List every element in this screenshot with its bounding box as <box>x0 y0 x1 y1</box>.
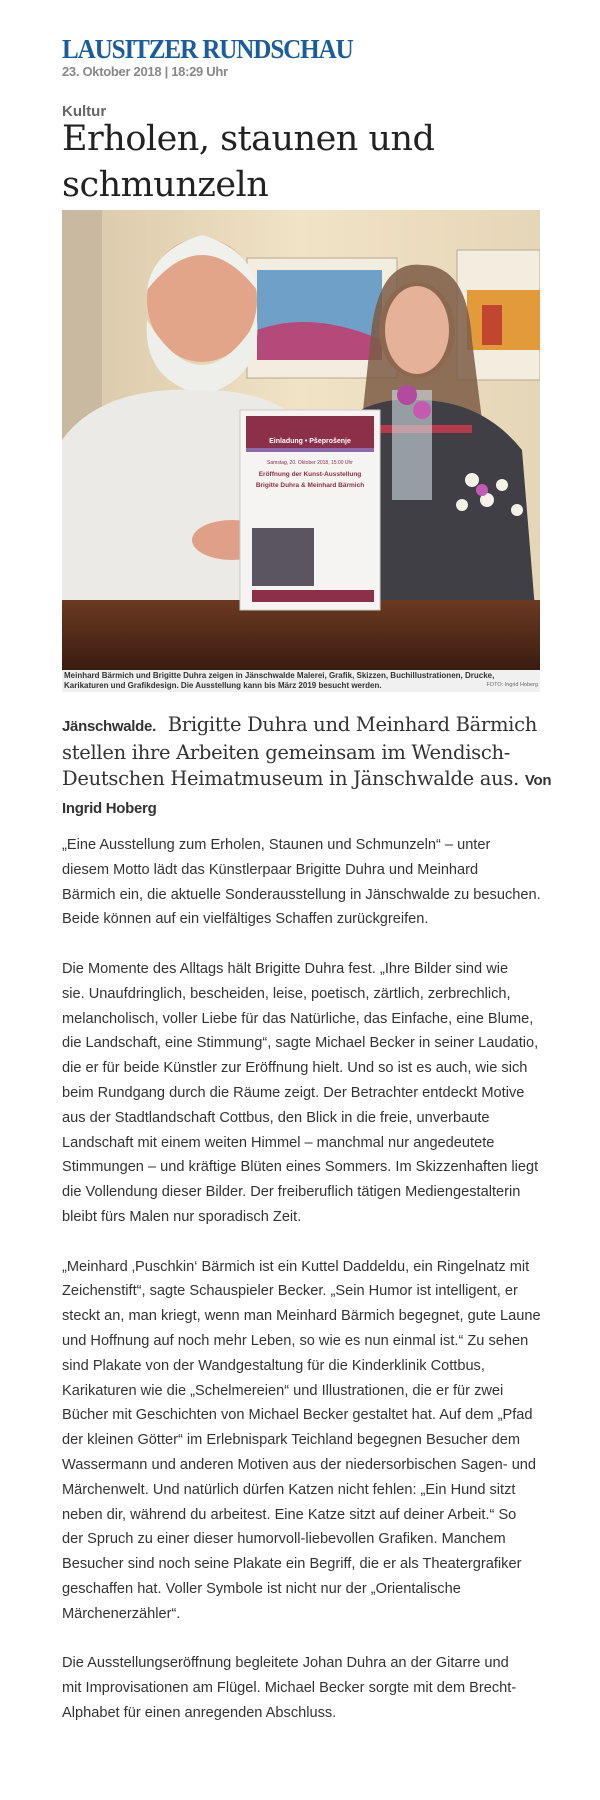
article-lede <box>62 712 551 822</box>
body-line: der kleinen Götter“ im Erlebnispark Teichland begegnen Besucher dem <box>62 1432 521 1449</box>
photo-caption <box>62 670 540 692</box>
body-line: Die Momente des Alltags hält Brigitte Duhra fest. „Ihre Bilder sind wie <box>62 960 509 977</box>
photo-credit: FOTO: Ingrid Hoberg <box>486 682 538 688</box>
body-line: sie. Unaufdringlich, bescheiden, leise, poetisch, zärtlich, zerbrechlich, <box>62 985 511 1002</box>
poster-text: Eröffnung der Kunst-Ausstellung <box>258 471 362 478</box>
body-line: Stimmungen – und kräftige Blüten eines Sommers. Im Skizzenhaften liegt <box>62 1159 539 1176</box>
body-line: die Landschaft, eine Stimmung“, sagte Michael Becker in seiner Laudatio, <box>62 1035 539 1052</box>
body-line: „Meinhard ‚Puschkin‘ Bärmich ist ein Kuttel Daddeldu, ein Ringelnatz mit <box>62 1258 530 1275</box>
body-paragraph <box>62 1651 541 1725</box>
body-line: sind Plakate von der Wandgestaltung für die Kinderklinik Cottbus, <box>62 1357 485 1374</box>
body-line: melancholisch, voller Liebe für das Natürliche, das Einfache, eine Blume, <box>62 1010 534 1027</box>
body-line: Karikaturen wie die „Schelmereien“ und Illustrationen, die er für zwei <box>62 1382 504 1399</box>
body-line: diesem Motto lädt das Künstlerpaar Brigitte Duhra und Meinhard <box>62 861 479 878</box>
body-paragraph <box>62 833 541 932</box>
body-line: Zeichenstift“, sagte Schauspieler Becker. „Sein Humor ist intelligent, er <box>62 1283 518 1300</box>
body-paragraph <box>62 957 541 1230</box>
body-line: Besucher sind noch seine Plakate ein Begriff, die er als Theatergrafiker <box>62 1556 522 1573</box>
lede-line: Brigitte Duhra und Meinhard Bärmich <box>167 713 537 736</box>
body-line: Die Ausstellungseröffnung begleitete Johan Duhra an der Gitarre und <box>62 1655 509 1672</box>
body-line: geschaffen hat. Voller Symbole ist nicht nur der „Orientalische <box>62 1580 461 1597</box>
caption-text: Meinhard Bärmich und Brigitte Duhra zeigen in Jänschwalde Malerei, Grafik, Skizzen, Buchillustrationen, Drucke, Karikaturen und Grafikdesign. Die Ausstellung kann bis März 2019 besucht werden. <box>64 671 495 690</box>
section-label[interactable]: Kultur <box>62 103 107 120</box>
poster-text: Samstag, 20. Oktober 2018, 15:00 Uhr <box>267 460 353 466</box>
body-line: neben dir, während du arbeitest. Eine Katze sitzt auf deiner Arbeit.“ So <box>62 1506 517 1523</box>
title-line: Erholen, staunen und <box>62 119 435 159</box>
lede-line: Deutschen Heimatmuseum in Jänschwalde aus. <box>62 767 519 790</box>
poster-text: Brigitte Duhra & Meinhard Bärmich <box>255 482 365 489</box>
photo-artists-with-poster <box>62 210 540 670</box>
body-line: Bücher mit Geschichten von Michael Becker gestaltet hat. Auf dem „Pfad <box>62 1407 533 1424</box>
lede-line: stellen ihre Arbeiten gemeinsam im Wendisch- <box>62 741 511 764</box>
article-title <box>62 116 434 208</box>
body-line: Märchenerzähler“. <box>62 1605 181 1622</box>
body-line: Bärmich ein, die aktuelle Sonderausstellung in Jänschwalde zu besuchen. <box>62 886 541 903</box>
body-line: und Hoffnung auf noch mehr Leben, so wie es nun einmal ist.“ Zu sehen <box>62 1332 529 1349</box>
publish-date: 23. Oktober 2018 | 18:29 Uhr <box>62 64 228 79</box>
body-line: „Eine Ausstellung zum Erholen, Staunen und Schmunzeln“ – unter <box>62 837 491 853</box>
title-line: schmunzeln <box>62 165 269 205</box>
body-line: die er für beide Künstler zur Eröffnung hielt. Und so ist es auch, wie sich <box>62 1060 528 1077</box>
body-line: beim Rundgang durch die Räume zeigt. Der Betrachter entdeckt Motive <box>62 1084 525 1101</box>
body-line: bleibt fürs Malen nur sporadisch Zeit. <box>62 1208 302 1225</box>
body-line: Wassermann und anderen Motiven aus der niedersorbischen Sagen- und <box>62 1456 537 1473</box>
article-photo[interactable] <box>62 210 540 670</box>
body-line: der Spruch zu einer dieser humorvoll-liebevollen Grafiken. Manchem <box>62 1531 506 1548</box>
body-line: Landschaft mit einem weiten Himmel – manchmal nur angedeutete <box>62 1134 495 1151</box>
byline-prefix: Von <box>524 772 552 789</box>
body-line: steckt an, man kriegt, wenn man Meinhard Bärmich begegnet, gute Laune <box>62 1308 541 1325</box>
article-body <box>62 833 541 1750</box>
body-line: Alphabet für einen anregenden Abschluss. <box>62 1704 337 1721</box>
poster-text: Einladung • Pšeprošenje <box>269 438 351 445</box>
body-line: die Vollendung dieser Bilder. Der freiberuflich tätigen Mediengestalterin <box>62 1184 521 1201</box>
body-line: Beide können auf ein vielfältiges Schaffen zurückgreifen. <box>62 911 429 928</box>
body-line: mit Improvisationen am Flügel. Michael Becker sorgte mit dem Brecht- <box>62 1680 517 1697</box>
dateline-place: Jänschwalde. <box>62 718 156 735</box>
site-logo[interactable]: LAUSITZER RUNDSCHAU <box>62 34 353 64</box>
byline-author[interactable]: Ingrid Hoberg <box>62 800 157 817</box>
body-paragraph <box>62 1255 541 1627</box>
body-line: Märchenwelt. Und natürlich dürfen Katzen nicht fehlen: „Ein Hund sitzt <box>62 1481 516 1498</box>
body-line: aus der Stadtlandschaft Cottbus, den Blick in die freie, unverbaute <box>62 1109 490 1126</box>
